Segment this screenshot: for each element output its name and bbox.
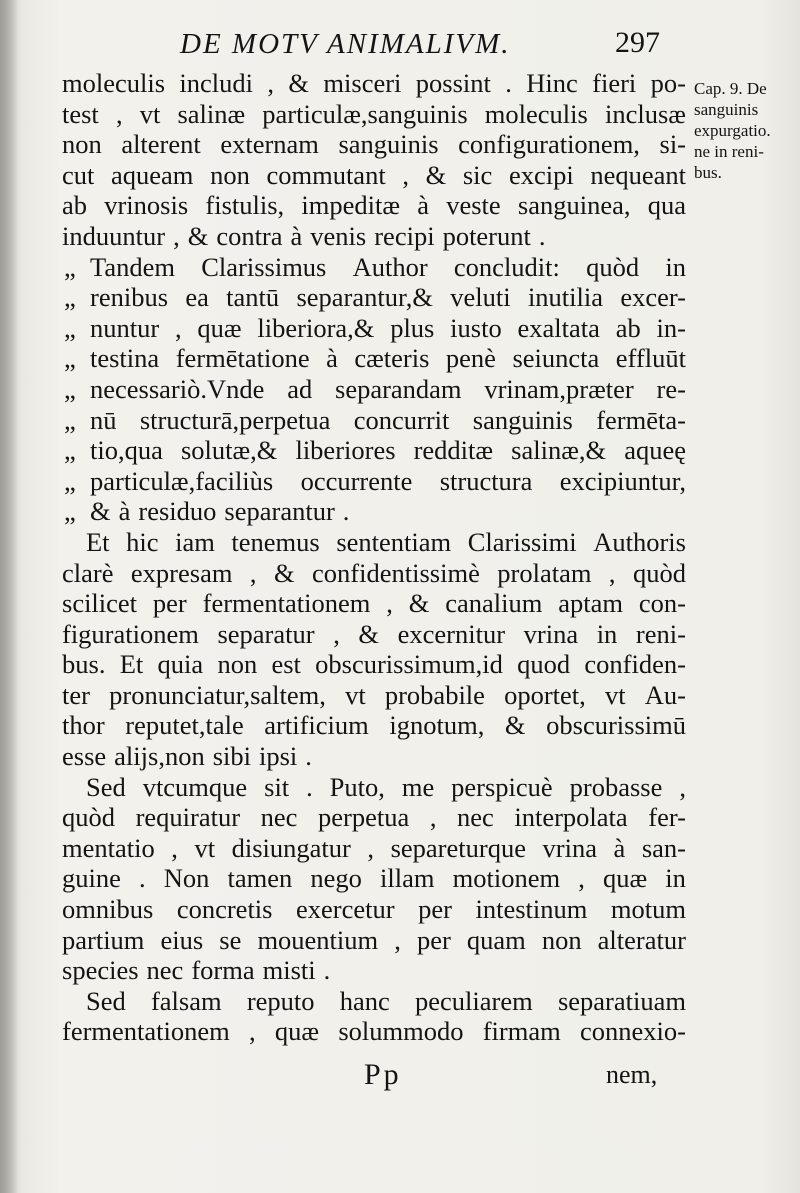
text-line: figurationem separatur , & excernitur vrina in reni- [62,618,686,649]
text-line: omnibus concretis exercetur per intestinum motum [62,894,686,925]
text-line [46,313,686,344]
text-line: ter pronunciatur,saltem, vt probabile oportet, vt Au- [62,679,686,710]
text-line: Sed vtcumque sit . Puto, me perspicuè probasse , [86,771,686,802]
marginal-note-line: sanguinis [694,100,759,119]
text-line: test , vt salinæ particulæ,sanguinis moleculis inclusæ [62,98,686,129]
text-line: species nec forma misti . [62,955,331,986]
page-number: 297 [615,26,660,59]
text-line: cut aqueam non commutant , & sic excipi nequeant [62,159,686,190]
text-line: bus. Et quia non est obscurissimum,id quod confiden- [62,649,686,680]
text-line [46,374,686,405]
running-head: DE MOTV ANIMALIVM. [180,28,511,60]
quote-mark: „ [64,343,76,374]
text-line: guine . Non tamen nego illam motionem , quæ in [62,863,686,894]
quote-mark: „ [64,465,76,496]
text-line: fermentationem , quæ solummodo firmam connexio- [62,1016,686,1047]
text-line: Sed falsam reputo hanc peculiarem separatiuam [86,985,686,1016]
line-text: particulæ,faciliùs occurrente structura excipiuntur, [90,465,686,496]
line-text: Tandem Clarissimus Author concludit: quòd in [90,251,686,282]
marginal-note-line: expurgatio. [694,121,771,140]
text-line [46,282,686,313]
text-line: ab vrinosis fistulis, impeditæ à veste sanguinea, qua [62,190,686,221]
quote-mark: „ [64,282,76,313]
marginal-note-line: Cap. 9. De [694,79,767,98]
body-text [46,68,686,1047]
text-line: partium eius se mouentium , per quam non alteratur [62,924,686,955]
marginal-note-line: ne in reni- [694,142,764,161]
quote-mark: „ [64,435,76,466]
catchword: nem, [606,1060,658,1089]
text-line: moleculis includi , & misceri possint . Hinc fieri po- [62,68,686,98]
text-line [46,435,686,466]
gutter-shadow [0,0,18,1193]
text-line: scilicet per fermentationem , & canalium aptam con- [62,588,686,619]
line-text: nuntur , quæ liberiora,& plus iusto exaltata ab in- [90,312,686,343]
text-line: mentatio , vt disiungatur , separeturque vrina à san- [62,832,686,863]
text-line: esse alijs,non sibi ipsi . [62,741,312,772]
marginal-note [694,78,800,183]
line-text: tio,qua solutæ,& liberiores redditæ salinæ,& aqueę [90,435,686,466]
text-line [46,252,686,283]
text-line [46,405,686,436]
text-line: Et hic iam tenemus sententiam Clarissimi Authoris [86,526,686,557]
line-text: & à residuo separantur . [90,496,350,527]
text-line: clarè expresam , & confidentissimè prolatam , quòd [62,557,686,588]
text-line: induuntur , & contra à venis recipi poterunt . [62,220,546,251]
line-text: nū structurā,perpetua concurrit sanguinis fermēta- [90,404,686,435]
quote-mark: „ [64,251,76,282]
text-line [46,496,686,527]
text-line [46,466,686,497]
signature-mark: Pp [364,1058,402,1091]
line-text: necessariò.Vnde ad separandam vrinam,præter re- [90,373,686,404]
text-line: quòd requiratur nec perpetua , nec interpolata fer- [62,802,686,833]
line-text: renibus ea tantū separantur,& veluti inutilia excer- [90,282,686,313]
text-line [46,343,686,374]
quote-mark: „ [64,404,76,435]
quote-mark: „ [64,373,76,404]
text-line: non alterent externam sanguinis configurationem, si- [62,129,686,160]
quote-mark: „ [64,496,76,527]
quote-mark: „ [64,312,76,343]
text-line: thor reputet,tale artificium ignotum, & obscurissimū [62,710,686,741]
line-text: testina fermētatione à cæteris penè seiuncta effluūt [90,343,686,374]
marginal-note-line: bus. [694,163,722,182]
